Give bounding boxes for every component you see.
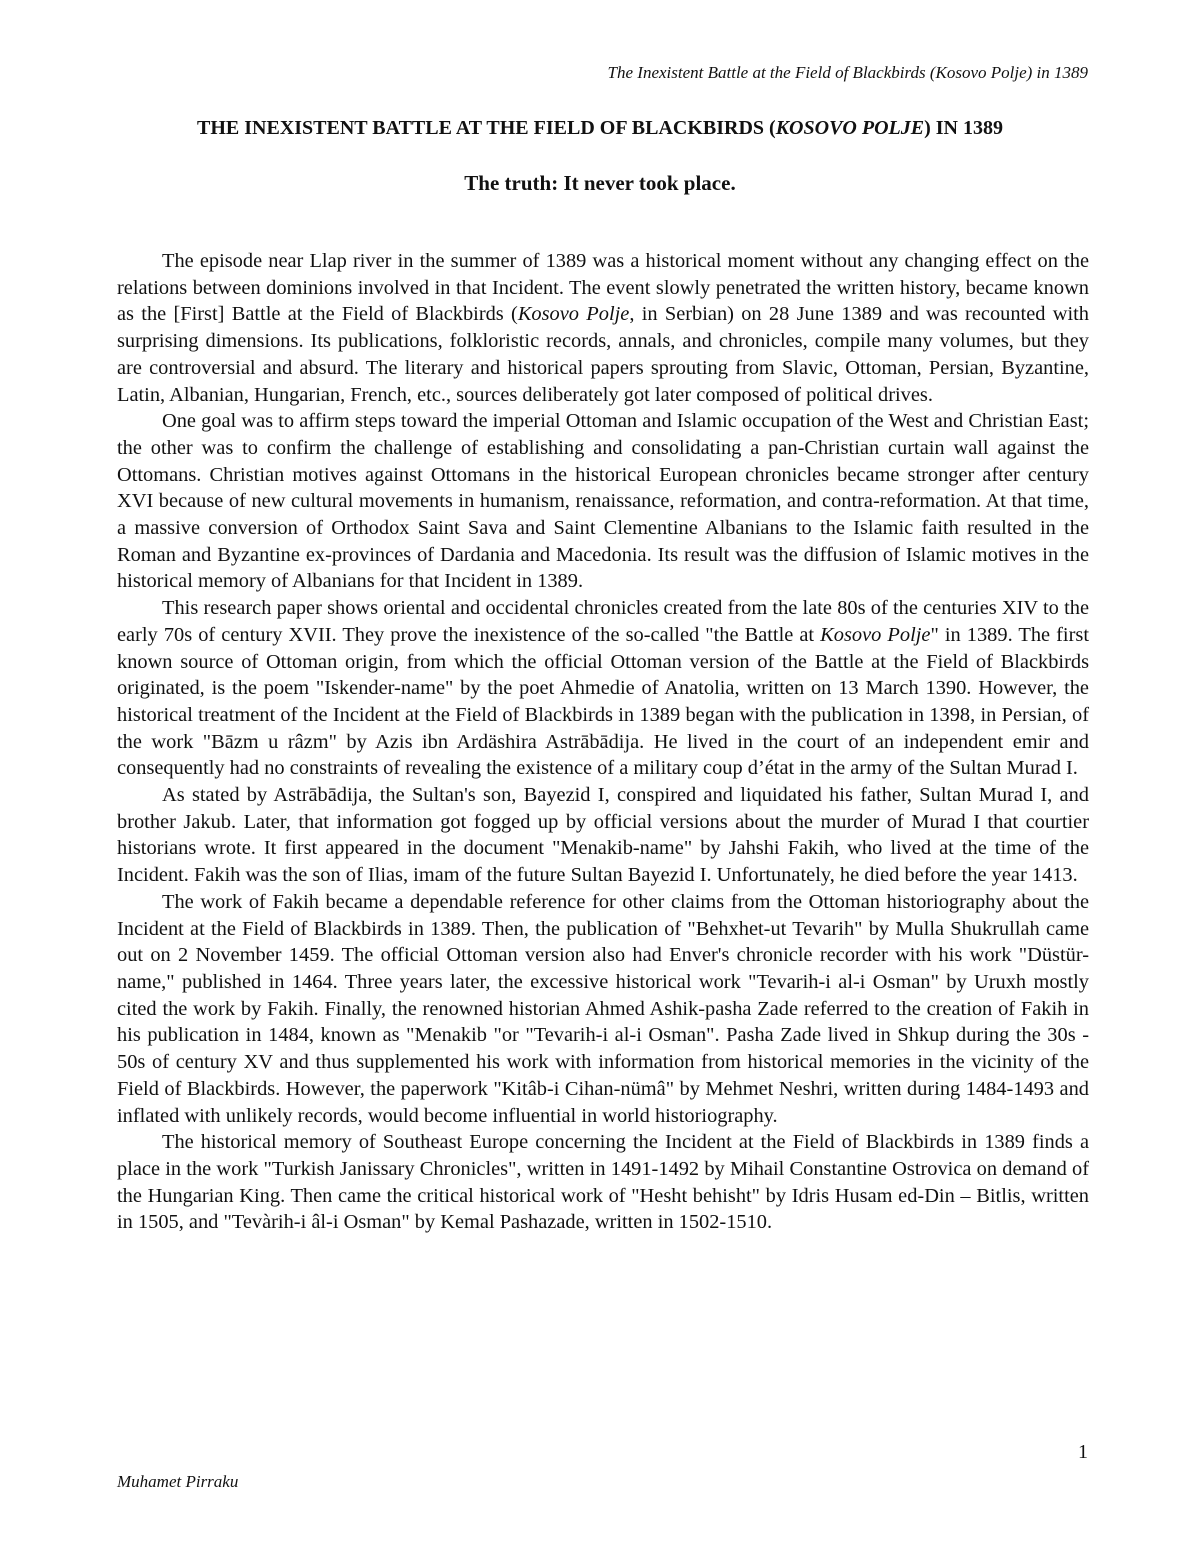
paragraph-1 (117, 248, 1089, 408)
paragraph-4: As stated by Astrābādija, the Sultan's son, Bayezid I, conspired and liquidated his father, Sultan Murad I, and brother Jakub. Later, that information got fogged up by official versions about the murder of Murad I that courtier historians wrote. It first appeared in the document "Menakib-name" by Jahshi Fakih, who lived at the time of the Incident. Fakih was the son of Ilias, imam of the future Sultan Bayezid I. Unfortunately, he died before the year 1413. (117, 784, 1089, 887)
author-footer: Muhamet Pirraku (117, 1472, 239, 1491)
document-subtitle: The truth: It never took place. (464, 171, 736, 195)
page-number: 1 (1078, 1441, 1088, 1463)
paragraph-3 (117, 595, 1089, 782)
title-text-after: ) IN 1389 (924, 117, 1003, 139)
paragraph-1-part-a: The episode near Llap river in the summer of 1389 was a historical moment without any changing effect on the relations between dominions involved in that Incident. The event slowly penetrated the written history, became known as the [First] Battle at the Field of Blackbirds ( (117, 250, 1089, 326)
running-header: The Inexistent Battle at the Field of Blackbirds (Kosovo Polje) in 1389 (607, 63, 1088, 82)
paragraph-6: The historical memory of Southeast Europe concerning the Incident at the Field of Blackbirds in 1389 finds a place in the work "Turkish Janissary Chronicles", written in 1491-1492 by Mihail Constantine Ostrovica on demand of the Hungarian King. Then came the critical historical work of "Hesht behisht" by Idris Husam ed-Din – Bitlis, written in 1505, and "Tevàrih-i âl-i Osman" by Kemal Pashazade, written in 1502-1510. (117, 1131, 1089, 1234)
title-text-before: THE INEXISTENT BATTLE AT THE FIELD OF BLACKBIRDS ( (197, 117, 776, 139)
paragraph-5: The work of Fakih became a dependable reference for other claims from the Ottoman historiography about the Incident at the Field of Blackbirds in 1389. Then, the publication of "Behxhet-ut Tevarih" by Mulla Shukrullah came out on 2 November 1459. The official Ottoman version also had Enver's chronicle recorder with his work "Düstür-name," published in 1464. Three years later, the excessive historical work "Tevarih-i al-i Osman" by Uruxh mostly cited the work by Fakih. Finally, the renowned historian Ahmed Ashik-pasha Zade referred to the creation of Fakih in his publication in 1484, known as "Menakib "or "Tevarih-i al-i Osman". Pasha Zade lived in Shkup during the 30s - 50s of century XV and thus supplemented his work with information from historical memories in the vicinity of the Field of Blackbirds. However, the paperwork "Kitâb-i Cihan-nümâ" by Mehmet Neshri, written during 1484-1493 and inflated with unlikely records, would become influential in world historiography. (117, 890, 1089, 1127)
paragraph-1-italic: Kosovo Polje (517, 303, 630, 326)
title-italic: KOSOVO POLJE (775, 117, 925, 139)
paragraph-1-part-b: , in Serbian) on 28 June 1389 and was recounted with surprising dimensions. Its publications, folkloristic records, annals, and chronicles, compile many volumes, but they are controversial and absurd. The literary and historical papers sprouting from Slavic, Ottoman, Persian, Byzantine, Latin, Albanian, Hungarian, French, etc., sources deliberately got later composed of political drives. (117, 303, 1089, 406)
paragraph-2: One goal was to affirm steps toward the imperial Ottoman and Islamic occupation of the West and Christian East; the other was to confirm the challenge of establishing and consolidating a pan-Christian curtain wall against the Ottomans. Christian motives against Ottomans in the historical European chronicles became stronger after century XVI because of new cultural movements in humanism, renaissance, reformation, and contra-reformation. At that time, a massive conversion of Orthodox Saint Sava and Saint Clementine Albanians to the Islamic faith resulted in the Roman and Byzantine ex-provinces of Dardania and Macedonia. Its result was the diffusion of Islamic motives in the historical memory of Albanians for that Incident in 1389. (117, 410, 1089, 593)
paragraph-3-part-b: " in 1389. The first known source of Ottoman origin, from which the official Ottoman version of the Battle at the Field of Blackbirds originated, is the poem "Iskender-name" by the poet Ahmedie of Anatolia, written on 13 March 1390. However, the historical treatment of the Incident at the Field of Blackbirds in 1389 began with the publication in 1398, in Persian, of the work "Bāzm u râzm" by Azis ibn Ardäshira Astrābādija. He lived in the court of an independent emir and consequently had no constraints of revealing the existence of a military coup d’état in the army of the Sultan Murad I. (117, 623, 1089, 780)
body-text (117, 248, 1089, 1236)
document-title (112, 115, 1088, 141)
paragraph-3-italic: Kosovo Polje (820, 623, 931, 646)
paragraph-3-part-a: This research paper shows oriental and occidental chronicles created from the late 80s of the centuries XIV to the early 70s of century XVII. They prove the inexistence of the so-called "the Battle at (117, 597, 1089, 646)
